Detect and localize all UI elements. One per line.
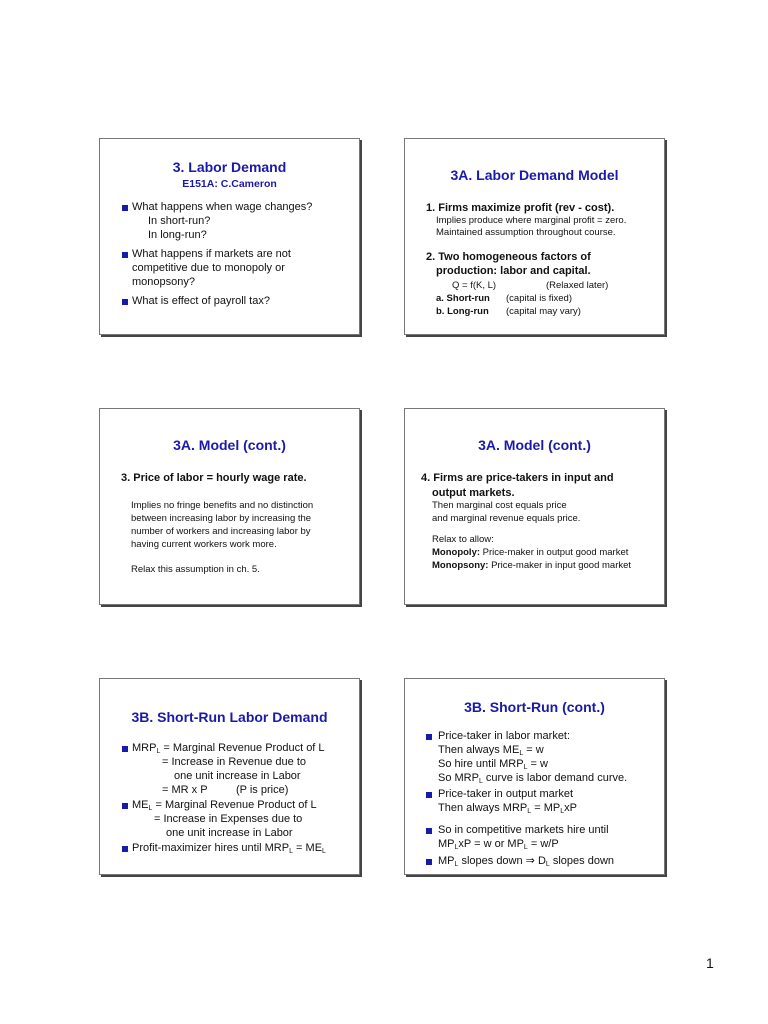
slide-title: 3. Labor Demand	[172, 159, 287, 175]
text-line: Relax this assumption in ch. 5.	[131, 564, 260, 575]
bullet-icon	[122, 252, 128, 258]
slide-title: 3A. Labor Demand Model	[450, 167, 619, 183]
text-line: competitive due to monopoly or	[132, 262, 285, 274]
bullet-icon	[122, 746, 128, 752]
text-line: between increasing labor by increasing the	[131, 513, 312, 524]
slide-labor-demand-model	[404, 138, 665, 335]
monopsony-label: Monopsony:	[432, 560, 489, 571]
text-line: number of workers and increasing labor by	[131, 526, 311, 537]
subscript: L	[545, 861, 550, 868]
slide-title: 3B. Short-Run Labor Demand	[131, 709, 328, 725]
slide-short-run-labor-demand	[99, 678, 360, 875]
slide-title: 3B. Short-Run (cont.)	[464, 699, 605, 715]
subscript: L	[523, 844, 528, 851]
bullet-icon	[426, 734, 432, 740]
text-line: (P is price)	[236, 784, 289, 796]
text-part: = w/P	[527, 838, 559, 850]
text-line: = Increase in Revenue due to	[162, 756, 307, 768]
text-line: = Increase in Expenses due to	[154, 813, 303, 825]
text-line: In short-run?	[148, 215, 211, 227]
subscript: L	[478, 778, 483, 785]
me-symbol: ME	[132, 799, 149, 811]
slide-subtitle: E151A: C.Cameron	[182, 178, 277, 190]
bullet-icon	[426, 792, 432, 798]
subscript: L	[519, 750, 524, 757]
text-line: Implies produce where marginal profit = zero.	[436, 215, 627, 226]
text-part: Then always MRP	[438, 802, 528, 814]
text-line: b. Long-run	[436, 306, 489, 317]
implies-arrow-icon: ⇒	[525, 855, 535, 867]
text-line: Price-taker in output market	[438, 788, 574, 800]
text-line: (capital is fixed)	[506, 293, 572, 304]
bullet-icon	[426, 859, 432, 865]
bullet-icon	[426, 828, 432, 834]
subscript: L	[454, 844, 459, 851]
text-line: What happens if markets are not	[132, 248, 291, 260]
monopsony-text: Price-maker in input good market	[488, 560, 632, 571]
text-part: MP	[438, 855, 455, 867]
bullet-icon	[122, 299, 128, 305]
subscript: L	[148, 805, 153, 812]
slide-model-cont-3	[99, 408, 360, 605]
text-line	[438, 801, 577, 819]
text-line: In long-run?	[148, 229, 207, 241]
mrp-definition: = Marginal Revenue Product of L	[160, 742, 325, 754]
slide-short-run-cont	[404, 678, 665, 875]
point-heading: 1. Firms maximize profit (rev - cost).	[426, 202, 615, 214]
text-line: So in competitive markets hire until	[438, 824, 609, 836]
profit-max-text: Profit-maximizer hires until MRP	[132, 842, 290, 854]
text-line	[432, 547, 628, 559]
page-number: 1	[706, 955, 714, 971]
point-heading: production: labor and capital.	[436, 265, 591, 277]
subscript: L	[322, 848, 326, 855]
text-line: a. Short-run	[436, 293, 490, 304]
subscript: L	[523, 764, 528, 771]
text-line	[438, 854, 614, 872]
slide-title: 3A. Model (cont.)	[478, 437, 591, 453]
text-line	[132, 841, 326, 859]
equation: Q = f(K, L)	[452, 280, 497, 291]
subscript: L	[527, 808, 532, 815]
bullet-icon	[122, 803, 128, 809]
text-part: = w	[527, 758, 548, 770]
profit-max-eq: = ME	[293, 842, 323, 854]
subscript: L	[289, 848, 293, 855]
text-line: (capital may vary)	[506, 306, 581, 317]
text-line: Price-taker in labor market:	[438, 730, 571, 742]
text-line: Implies no fringe benefits and no distinction	[131, 500, 314, 511]
text-line: having current workers work more.	[131, 539, 277, 550]
text-part: slopes down	[549, 855, 615, 867]
text-line: and marginal revenue equals price.	[432, 513, 581, 524]
subscript: L	[454, 861, 459, 868]
text-line: Relax to allow:	[432, 534, 494, 545]
text-part: = w	[523, 744, 544, 756]
text-line	[438, 837, 559, 855]
text-part: curve is labor demand curve.	[482, 772, 628, 784]
text-line: What happens when wage changes?	[132, 201, 313, 213]
bullet-icon	[122, 846, 128, 852]
text-part: xP = w or MP	[458, 838, 524, 850]
text-line: one unit increase in Labor	[174, 770, 301, 782]
text-part: Then always ME	[438, 744, 520, 756]
slide-model-cont-4	[404, 408, 665, 605]
text-line: Then marginal cost equals price	[432, 500, 567, 511]
text-part: = MP	[531, 802, 561, 814]
slide-labor-demand	[99, 138, 360, 335]
monopoly-label: Monopoly:	[432, 547, 481, 558]
text-part: MP	[438, 838, 455, 850]
equation-note: (Relaxed later)	[546, 280, 609, 291]
text-line: Maintained assumption throughout course.	[436, 227, 616, 238]
text-part: So hire until MRP	[438, 758, 524, 770]
point-heading: 4. Firms are price-takers in input and	[421, 472, 614, 484]
me-definition: = Marginal Revenue Product of L	[152, 799, 317, 811]
text-line: = MR x P	[162, 784, 208, 796]
text-part: slopes down	[458, 855, 526, 867]
point-heading: 3. Price of labor = hourly wage rate.	[121, 472, 307, 484]
text-line	[432, 560, 631, 572]
text-part: D	[534, 855, 546, 867]
mrp-symbol: MRP	[132, 742, 157, 754]
text-part: xP	[564, 802, 577, 814]
text-line: one unit increase in Labor	[166, 827, 293, 839]
point-heading: 2. Two homogeneous factors of	[426, 251, 591, 263]
subscript: L	[560, 808, 565, 815]
bullet-icon	[122, 205, 128, 211]
slide-title: 3A. Model (cont.)	[173, 437, 286, 453]
text-part: So MRP	[438, 772, 479, 784]
subscript: L	[156, 748, 161, 755]
monopoly-text: Price-maker in output good market	[480, 547, 629, 558]
text-line: monopsony?	[132, 276, 195, 288]
text-line: What is effect of payroll tax?	[132, 295, 270, 307]
point-heading: output markets.	[432, 487, 515, 499]
